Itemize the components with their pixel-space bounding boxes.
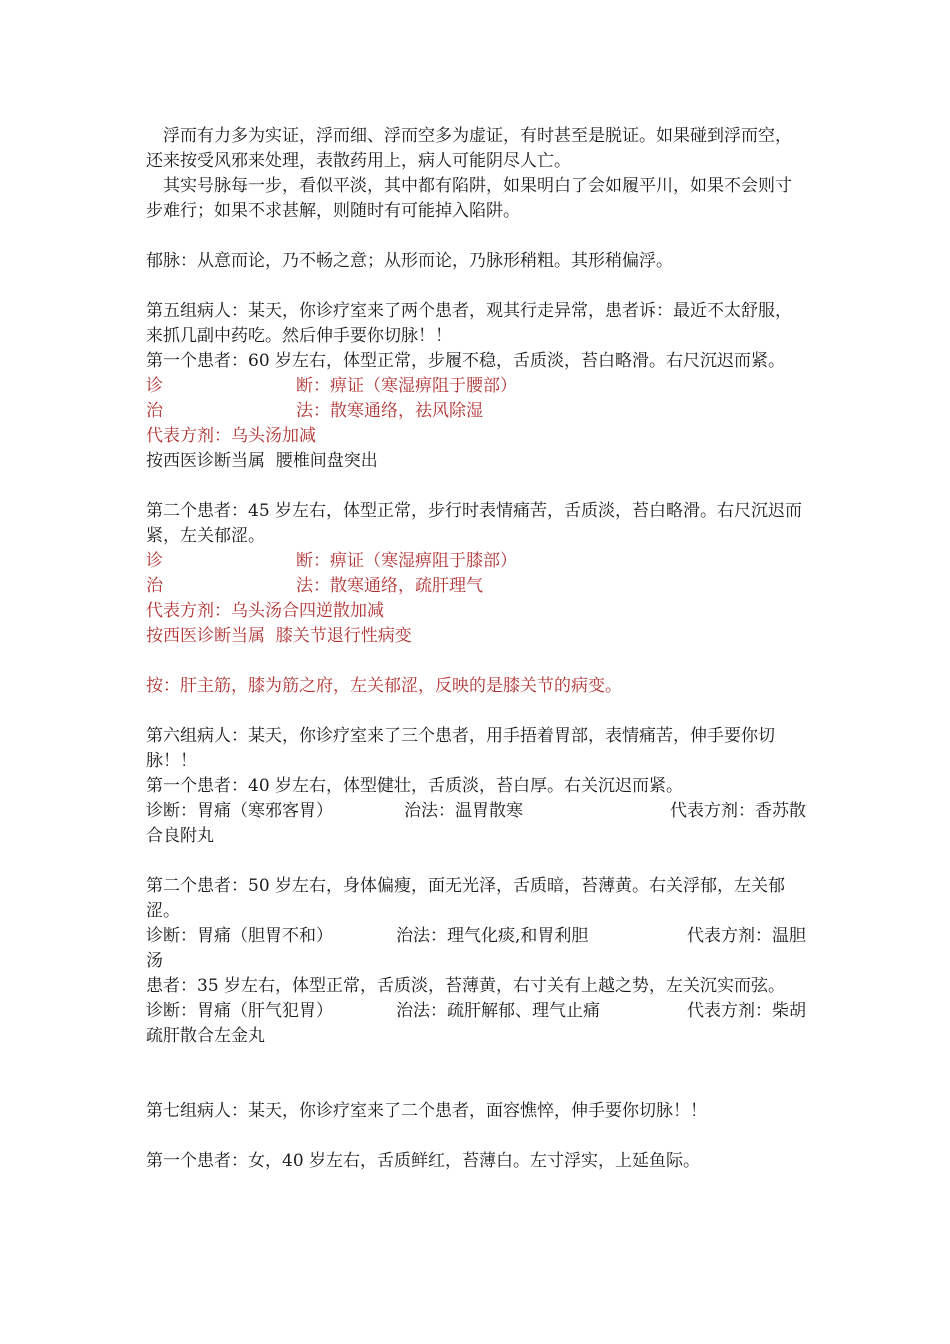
paragraph-yumai: 郁脉：从意而论，乃不畅之意；从形而论，乃脉形稍粗。其形稍偏浮。 xyxy=(146,251,673,271)
treat-char: 治 xyxy=(146,401,163,421)
group5-patient2-formula: 代表方剂：乌头汤合四逆散加减 xyxy=(146,601,384,621)
group6-patient2-desc: 第二个患者：50 岁左右，身体偏瘦，面无光泽，舌质暗，苔薄黄。右关浮郁，左关郁涩。 xyxy=(146,876,786,921)
group5-note: 按：肝主筋，膝为筋之府，左关郁涩，反映的是膝关节的病变。 xyxy=(146,676,622,696)
formula-text: 代表方剂：温胆 xyxy=(687,926,806,946)
diagnosis-text: 诊断：胃痛（寒邪客胃） xyxy=(146,801,333,821)
group7-intro: 第七组病人：某天，你诊疗室来了二个患者，面容憔悴，伸手要你切脉！！ xyxy=(146,1101,707,1121)
diagnosis-text: 诊断：胃痛（肝气犯胃） xyxy=(146,1001,333,1021)
group5-patient2-desc: 第二个患者：45 岁左右，体型正常，步行时表情痛苦，舌质淡，苔白略滑。右尺沉迟而紧，左关郁涩。 xyxy=(146,501,803,546)
formula-text: 代表方剂：柴胡 xyxy=(687,1001,806,1021)
group6-patient1-summary xyxy=(146,799,806,824)
treatment-text: 治法：温胃散寒 xyxy=(404,801,523,821)
group6-patient3-formula-cont: 疏肝散合左金丸 xyxy=(146,1026,265,1046)
diag-char: 诊 xyxy=(146,376,163,396)
group6-patient1-desc: 第一个患者：40 岁左右，体型健壮，舌质淡，苔白厚。右关沉迟而紧。 xyxy=(146,776,684,796)
paragraph-intro-1: 浮而有力多为实证，浮而细、浮而空多为虚证，有时甚至是脱证。如果碰到浮而空，还来按受风邪来处理，表散药用上，病人可能阴尽人亡。 xyxy=(146,126,792,171)
treatment-text: 治法：理气化痰,和胃利胆 xyxy=(396,926,589,946)
diagnosis-text: 断：痹证（寒湿痹阻于腰部） xyxy=(296,376,517,396)
treat-char: 治 xyxy=(146,576,163,596)
group6-patient3-desc: 患者：35 岁左右，体型正常，舌质淡，苔薄黄，右寸关有上越之势，左关沉实而弦。 xyxy=(146,976,786,996)
treatment-text: 法：散寒通络，祛风除湿 xyxy=(296,401,483,421)
diag-char: 诊 xyxy=(146,551,163,571)
group5-patient1-desc: 第一个患者：60 岁左右，体型正常，步履不稳，舌质淡，苔白略滑。右尺沉迟而紧。 xyxy=(146,351,786,371)
document-body xyxy=(146,124,806,1174)
group6-patient3-summary xyxy=(146,999,806,1024)
group5-patient2-western: 按西医诊断当属 膝关节退行性病变 xyxy=(146,626,412,646)
formula-text: 代表方剂：香苏散 xyxy=(670,801,806,821)
group5-patient1-formula: 代表方剂：乌头汤加减 xyxy=(146,426,316,446)
group5-patient1-western: 按西医诊断当属 腰椎间盘突出 xyxy=(146,451,378,471)
diagnosis-text: 断：痹证（寒湿痹阻于膝部） xyxy=(296,551,517,571)
group7-patient1-desc: 第一个患者：女，40 岁左右，舌质鲜红，苔薄白。左寸浮实，上延鱼际。 xyxy=(146,1151,701,1171)
diagnosis-text: 诊断：胃痛（胆胃不和） xyxy=(146,926,333,946)
group5-patient2-treatment xyxy=(146,574,806,599)
group5-patient1-diagnosis xyxy=(146,374,806,399)
group5-patient2-diagnosis xyxy=(146,549,806,574)
group5-intro: 第五组病人：某天，你诊疗室来了两个患者，观其行走异常，患者诉：最近不太舒服，来抓几副中药吃。然后伸手要你切脉！！ xyxy=(146,301,792,346)
group5-patient1-treatment xyxy=(146,399,806,424)
paragraph-intro-2: 其实号脉每一步，看似平淡，其中都有陷阱，如果明白了会如履平川，如果不会则寸步难行；如果不求甚解，则随时有可能掉入陷阱。 xyxy=(146,176,792,221)
group6-patient2-summary xyxy=(146,924,806,949)
treatment-text: 治法：疏肝解郁、理气止痛 xyxy=(396,1001,600,1021)
group6-patient2-formula-cont: 汤 xyxy=(146,951,163,971)
group6-intro: 第六组病人：某天，你诊疗室来了三个患者，用手捂着胃部，表情痛苦，伸手要你切脉！！ xyxy=(146,726,775,771)
treatment-text: 法：散寒通络，疏肝理气 xyxy=(296,576,483,596)
group6-patient1-formula-cont: 合良附丸 xyxy=(146,826,214,846)
